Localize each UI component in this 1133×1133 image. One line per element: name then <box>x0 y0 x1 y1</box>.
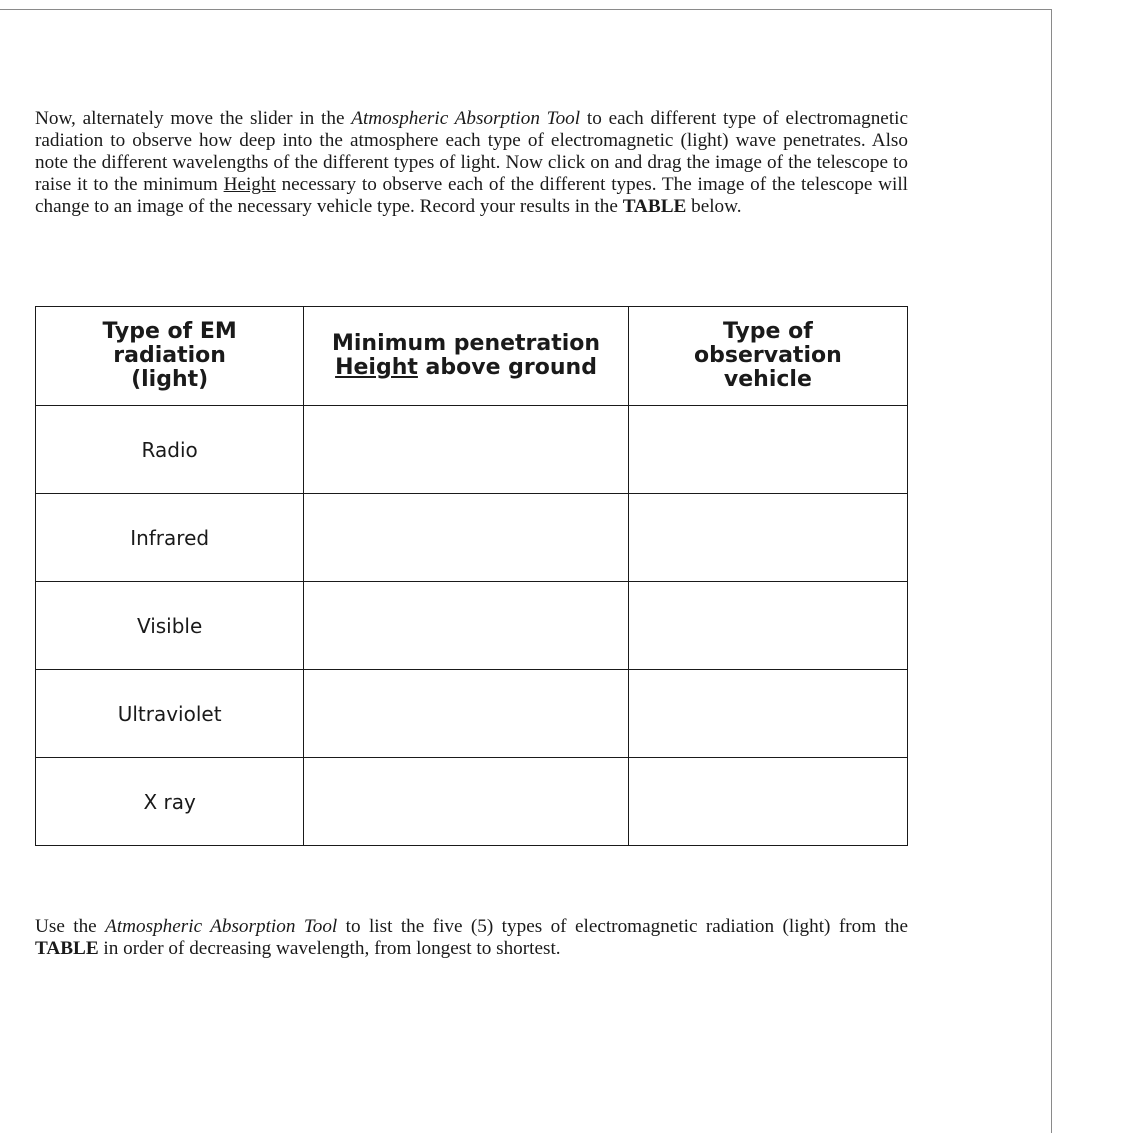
vehicle-answer-cell[interactable] <box>628 406 907 494</box>
header-em-type-line1: Type of EM <box>102 319 237 344</box>
vehicle-answer-cell[interactable] <box>628 582 907 670</box>
results-table <box>35 306 908 846</box>
height-answer-cell[interactable] <box>304 670 629 758</box>
instructions-paragraph <box>35 108 908 218</box>
table-row <box>36 670 908 758</box>
em-type-cell: Visible <box>36 582 304 670</box>
table-row <box>36 582 908 670</box>
em-type-cell: X ray <box>36 758 304 846</box>
intro-text-2: to each different type of electromagnetic radiation to observe how deep into the atmosphere each type of electromagnetic (light) wave penetrates. Also note the different wavelengths of the different types of light. Now click on and drag the image of the telescope to raise it to the minimum <box>35 108 909 195</box>
height-answer-cell[interactable] <box>304 406 629 494</box>
tool-name: Atmospheric Absorption Tool <box>351 108 581 129</box>
em-type-cell: Ultraviolet <box>36 670 304 758</box>
vehicle-answer-cell[interactable] <box>628 494 907 582</box>
height-answer-cell[interactable] <box>304 582 629 670</box>
table-header-row <box>36 307 908 406</box>
table-reference: TABLE <box>622 196 687 217</box>
height-term: Height <box>223 174 276 195</box>
header-vehicle-line2: observation <box>694 343 842 368</box>
question-table-reference: TABLE <box>35 938 99 959</box>
em-type-cell: Radio <box>36 406 304 494</box>
table-row <box>36 758 908 846</box>
header-min-height-line2 <box>312 356 620 380</box>
header-height-term: Height <box>335 355 418 380</box>
intro-text-1: Now, alternately move the slider in the <box>35 108 352 129</box>
intro-text-4: below. <box>686 196 742 217</box>
question-tool-name: Atmospheric Absorption Tool <box>105 916 338 937</box>
intro-text-3: necessary to observe each of the different types. The image of the telescope will change to an image of the necessary vehicle type. Record your results in the <box>35 174 908 217</box>
table-row <box>36 494 908 582</box>
height-answer-cell[interactable] <box>304 494 629 582</box>
table-row <box>36 406 908 494</box>
header-em-type <box>36 307 304 406</box>
question-paragraph <box>35 916 908 960</box>
header-min-height-line1: Minimum penetration <box>331 331 601 356</box>
header-vehicle-line1: Type of <box>723 319 813 344</box>
vehicle-answer-cell[interactable] <box>628 758 907 846</box>
vehicle-answer-cell[interactable] <box>628 670 907 758</box>
question-text-3: in order of decreasing wavelength, from longest to shortest. <box>98 938 561 959</box>
question-text-1: Use the <box>35 916 106 937</box>
header-min-height <box>304 307 629 406</box>
header-vehicle-line3: vehicle <box>723 367 812 392</box>
header-em-type-line2: radiation <box>113 343 226 368</box>
header-height-rest: above ground <box>417 355 597 380</box>
question-text-2: to list the five (5) types of electromagnetic radiation (light) from the <box>337 916 908 937</box>
em-type-cell: Infrared <box>36 494 304 582</box>
header-em-type-line3: (light) <box>131 367 209 392</box>
header-vehicle-type <box>628 307 907 406</box>
height-answer-cell[interactable] <box>304 758 629 846</box>
